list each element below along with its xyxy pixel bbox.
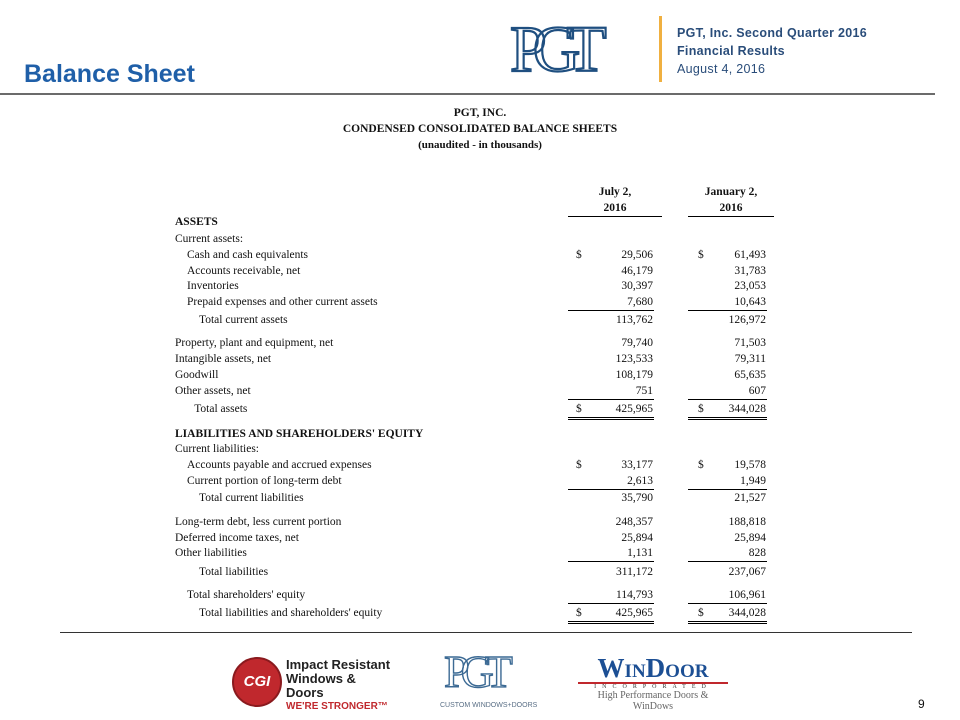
- pgt-footer-mark: [440, 645, 530, 693]
- header-divider: [659, 16, 662, 82]
- underline: [688, 561, 767, 562]
- table-row: [0, 367, 960, 383]
- row-label: Current assets:: [175, 233, 244, 245]
- value-january-2016: 344,028: [728, 607, 766, 619]
- underline: [688, 603, 767, 604]
- row-label: Total assets: [194, 403, 248, 415]
- value-january-2016: 25,894: [734, 532, 766, 544]
- value-july-2016: 7,680: [627, 296, 653, 308]
- value-july-2016: 311,172: [616, 566, 653, 578]
- table-row: [0, 457, 960, 473]
- pgt-footer-logo: [440, 645, 540, 707]
- row-label: Accounts payable and accrued expenses: [187, 459, 372, 471]
- value-january-2016: 79,311: [734, 353, 766, 365]
- double-underline: [688, 417, 767, 420]
- table-row: [0, 294, 960, 310]
- underline: [688, 310, 767, 311]
- table-row: [0, 214, 960, 230]
- row-label: Inventories: [187, 280, 239, 292]
- value-january-2016: 828: [748, 547, 766, 559]
- currency-symbol: $: [698, 459, 704, 471]
- value-july-2016: 425,965: [615, 607, 653, 619]
- table-row: [0, 401, 960, 417]
- currency-symbol: $: [576, 459, 582, 471]
- header-line-2: Financial Results: [677, 44, 785, 58]
- value-january-2016: 10,643: [734, 296, 766, 308]
- value-july-2016: 113,762: [616, 314, 653, 326]
- value-january-2016: 65,635: [734, 369, 766, 381]
- row-label: Current liabilities:: [175, 443, 259, 455]
- value-july-2016: 1,131: [627, 547, 653, 559]
- underline: [568, 310, 654, 311]
- table-row: [0, 564, 960, 580]
- row-label: Deferred income taxes, net: [175, 532, 299, 544]
- value-january-2016: 126,972: [728, 314, 766, 326]
- value-july-2016: 108,179: [615, 369, 653, 381]
- column-header-line: 2016: [603, 202, 627, 214]
- header-date: August 4, 2016: [677, 62, 766, 76]
- table-row: [0, 530, 960, 546]
- value-january-2016: 344,028: [728, 403, 766, 415]
- row-label: Property, plant and equipment, net: [175, 337, 334, 349]
- table-row: [0, 263, 960, 279]
- table-row: [0, 545, 960, 561]
- value-january-2016: 61,493: [734, 249, 766, 261]
- row-label: LIABILITIES AND SHAREHOLDERS' EQUITY: [175, 428, 424, 440]
- footer-rule: [60, 632, 912, 633]
- cgi-logo: [232, 655, 392, 712]
- double-underline: [568, 621, 654, 624]
- header-line-1: PGT, Inc. Second Quarter 2016: [677, 26, 868, 40]
- value-july-2016: 123,533: [615, 353, 653, 365]
- page-number: 9: [918, 697, 925, 711]
- table-row: [0, 587, 960, 603]
- column-header-line: 2016: [719, 202, 743, 214]
- table-row: [0, 514, 960, 530]
- company-name: PGT, INC.: [453, 107, 507, 119]
- row-label: Other liabilities: [175, 547, 247, 559]
- underline: [568, 603, 654, 604]
- value-july-2016: 25,894: [621, 532, 653, 544]
- row-label: Total current assets: [199, 314, 288, 326]
- value-july-2016: 2,613: [627, 475, 653, 487]
- cgi-tagline: WE'RE STRONGER™: [286, 701, 388, 712]
- cgi-mark: CGI: [232, 657, 282, 707]
- value-july-2016: 29,506: [621, 249, 653, 261]
- value-january-2016: 1,949: [740, 475, 766, 487]
- table-row: [0, 490, 960, 506]
- statement-title: CONDENSED CONSOLIDATED BALANCE SHEETS: [342, 123, 618, 135]
- row-label: Prepaid expenses and other current assets: [187, 296, 378, 308]
- value-july-2016: 33,177: [621, 459, 653, 471]
- statement-subtitle: (unaudited - in thousands): [418, 139, 542, 151]
- underline: [688, 399, 767, 400]
- table-row: [0, 605, 960, 621]
- table-row: [0, 335, 960, 351]
- value-january-2016: 106,961: [728, 589, 766, 601]
- column-header-january: [688, 184, 774, 217]
- currency-symbol: $: [698, 607, 704, 619]
- svg-text:PGT: PGT: [444, 646, 504, 693]
- cgi-line-2: Windows & Doors: [286, 671, 356, 700]
- row-label: Intangible assets, net: [175, 353, 272, 365]
- row-label: Other assets, net: [175, 385, 251, 397]
- row-label: Total current liabilities: [199, 492, 304, 504]
- value-july-2016: 35,790: [621, 492, 653, 504]
- currency-symbol: $: [576, 249, 582, 261]
- row-label: Current portion of long-term debt: [187, 475, 342, 487]
- table-row: [0, 278, 960, 294]
- currency-symbol: $: [576, 607, 582, 619]
- value-january-2016: 607: [748, 385, 766, 397]
- double-underline: [568, 417, 654, 420]
- cgi-line-1: Impact Resistant: [286, 657, 391, 672]
- row-label: Goodwill: [175, 369, 219, 381]
- windoor-logo: [578, 653, 728, 712]
- currency-symbol: $: [576, 403, 582, 415]
- slide-title: Balance Sheet: [24, 60, 195, 88]
- header-rule: [0, 93, 935, 95]
- column-header-july: [568, 184, 662, 217]
- value-january-2016: 237,067: [728, 566, 766, 578]
- underline: [568, 561, 654, 562]
- value-january-2016: 21,527: [734, 492, 766, 504]
- currency-symbol: $: [698, 403, 704, 415]
- value-january-2016: 23,053: [734, 280, 766, 292]
- value-january-2016: 188,818: [728, 516, 766, 528]
- pgt-footer-tagline: CUSTOM WINDOWS+DOORS: [440, 702, 538, 709]
- value-january-2016: 31,783: [734, 265, 766, 277]
- value-july-2016: 30,397: [621, 280, 653, 292]
- pgt-logo: [508, 13, 648, 83]
- column-header-line: July 2,: [598, 186, 632, 198]
- row-label: Long-term debt, less current portion: [175, 516, 342, 528]
- row-label: ASSETS: [175, 216, 218, 228]
- svg-text:PGT: PGT: [510, 13, 593, 83]
- value-july-2016: 751: [635, 385, 653, 397]
- column-header-line: January 2,: [704, 186, 758, 198]
- table-row: [0, 426, 960, 442]
- value-july-2016: 46,179: [621, 265, 653, 277]
- row-label: Total liabilities: [199, 566, 269, 578]
- row-label: Total liabilities and shareholders' equity: [199, 607, 383, 619]
- windoor-tagline: High Performance Doors & WinDows: [597, 690, 709, 712]
- currency-symbol: $: [698, 249, 704, 261]
- row-label: Total shareholders' equity: [187, 589, 306, 601]
- table-row: [0, 231, 960, 247]
- double-underline: [688, 621, 767, 624]
- table-row: [0, 441, 960, 457]
- table-row: [0, 247, 960, 263]
- table-row: [0, 473, 960, 489]
- underline: [568, 399, 654, 400]
- value-july-2016: 79,740: [621, 337, 653, 349]
- value-july-2016: 248,357: [615, 516, 653, 528]
- value-january-2016: 19,578: [734, 459, 766, 471]
- table-row: [0, 312, 960, 328]
- value-january-2016: 71,503: [734, 337, 766, 349]
- windoor-mark: WinDoor: [578, 654, 728, 684]
- windoor-sub: INCORPORATED: [594, 684, 712, 690]
- table-row: [0, 383, 960, 399]
- row-label: Accounts receivable, net: [187, 265, 301, 277]
- row-label: Cash and cash equivalents: [187, 249, 309, 261]
- value-july-2016: 114,793: [616, 589, 653, 601]
- value-july-2016: 425,965: [615, 403, 653, 415]
- table-row: [0, 351, 960, 367]
